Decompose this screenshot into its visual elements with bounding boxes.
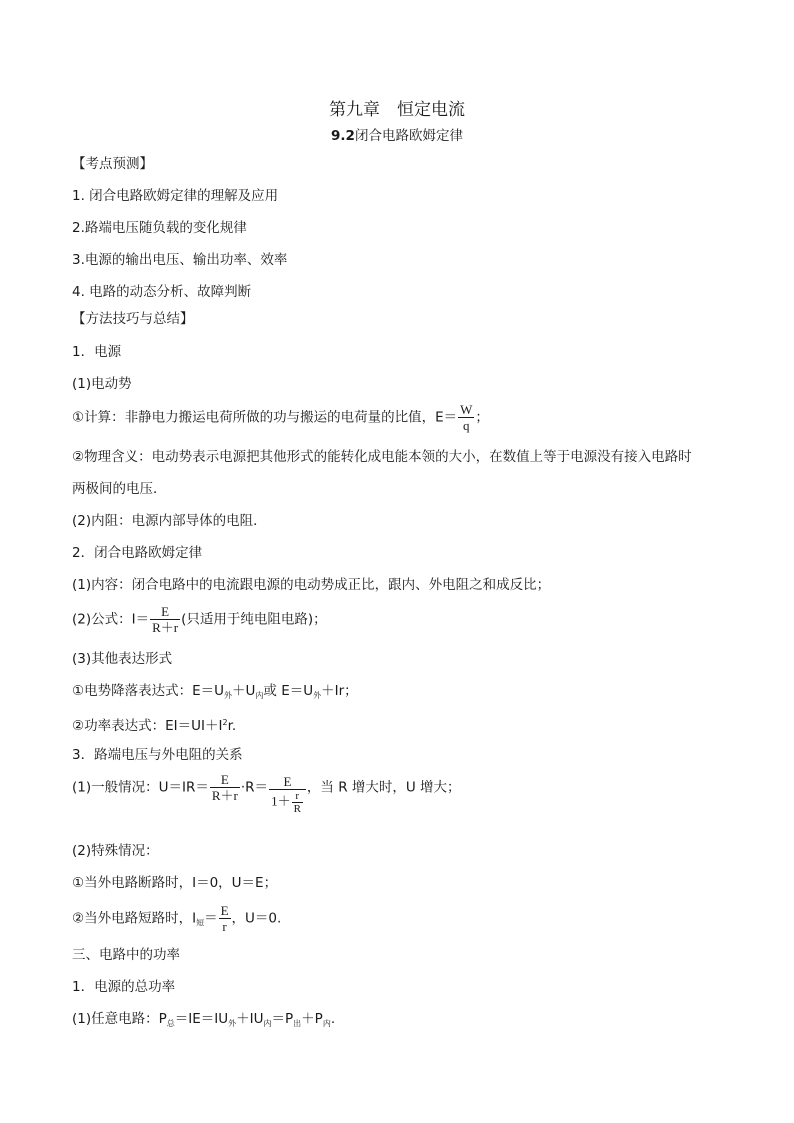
short-text: ＝ <box>204 910 218 927</box>
short-circuit-line <box>72 903 281 934</box>
section-title <box>0 124 794 144</box>
other-forms-title: (3)其他表达形式 <box>72 651 173 667</box>
fraction-numerator: r <box>292 790 303 803</box>
exam-point-item: 3.电源的输出电压、输出功率、效率 <box>72 252 288 268</box>
formula-suffix: (只适用于纯电阻电路)； <box>181 611 327 628</box>
ohm-law-title: 2．闭合电路欧姆定律 <box>72 545 203 561</box>
general-text: (1)一般情况：U＝IR＝ <box>72 779 209 796</box>
subscript: 内 <box>263 1019 272 1028</box>
potential-drop-line <box>72 682 358 705</box>
exam-point-item: 4. 电路的动态分析、故障判断 <box>72 284 252 300</box>
formula-prefix: (2)公式：I＝ <box>72 611 150 628</box>
fraction-numerator: E <box>150 604 180 620</box>
internal-resistance: (2)内阻：电源内部导体的电阻． <box>72 513 267 529</box>
subscript: 外 <box>313 691 322 700</box>
fraction-denominator: r <box>222 919 227 934</box>
terminal-voltage-title: 3．路端电压与外电阻的关系 <box>72 747 243 763</box>
subscript: 外 <box>228 1019 237 1028</box>
drop-text: ＋U <box>232 683 256 699</box>
drop-text: ＋Ir； <box>321 683 358 699</box>
emf-meaning-line1: ②物理含义：电动势表示电源把其他形式的能转化成电能本领的大小，在数值上等于电源没有接入电路时 <box>72 449 692 465</box>
exam-point-item: 1. 闭合电路欧姆定律的理解及应用 <box>72 188 279 204</box>
emf-fraction <box>458 402 474 433</box>
fraction-numerator: E <box>220 903 229 918</box>
subscript: 内 <box>255 691 264 700</box>
fraction-numerator: E <box>269 774 306 790</box>
power-text: ②功率表达式：EI＝UI＋I <box>72 718 223 734</box>
ohm-law-formula-line <box>72 604 327 635</box>
emf-meaning-line2: 两极间的电压． <box>72 481 167 497</box>
voltage-fraction-2 <box>269 774 306 815</box>
section-title-text: 闭合电路欧姆定律 <box>354 128 463 144</box>
exam-points-heading: 【考点预测】 <box>72 156 153 172</box>
emf-title: (1)电动势 <box>72 376 132 392</box>
fraction-numerator: E <box>210 772 240 788</box>
section-number: 9.2 <box>331 128 355 144</box>
short-text: ②当外电路短路时，I <box>72 910 197 927</box>
power-text: r. <box>227 718 237 734</box>
fraction-denominator: R＋r <box>152 620 179 635</box>
power-text: ＋P <box>301 1011 323 1027</box>
short-fraction <box>219 903 231 934</box>
general-case-line <box>72 772 461 815</box>
power-text: ＋IU <box>236 1011 264 1027</box>
open-circuit-line: ①当外电路断路时，I＝0，U＝E； <box>72 875 278 891</box>
emf-calc-text: ①计算：非静电力搬运电荷所做的功与搬运的电荷量的比值，E＝ <box>72 409 458 426</box>
fraction-denominator: q <box>463 418 470 433</box>
exam-point-item: 2.路端电压随负载的变化规律 <box>72 220 247 236</box>
fraction-denominator: R <box>293 803 301 816</box>
drop-text: ①电势降落表达式：E＝U <box>72 683 225 699</box>
fraction-numerator: W <box>460 402 473 417</box>
fraction-denominator: R＋r <box>211 788 238 803</box>
superscript: 2 <box>222 718 228 727</box>
total-power-title: 1．电源的总功率 <box>72 979 176 995</box>
general-text: ，当 R 增大时，U 增大； <box>306 779 461 796</box>
any-circuit-line <box>72 1010 335 1033</box>
subscript: 外 <box>224 691 233 700</box>
power-text: ＝IE＝IU <box>174 1011 229 1027</box>
denominator-text: 1＋ <box>271 793 291 809</box>
short-text: ，U＝0. <box>231 910 282 927</box>
power-text: (1)任意电路：P <box>72 1011 167 1027</box>
power-text: ＝P <box>271 1011 294 1027</box>
general-text: ·R＝ <box>240 779 269 796</box>
emf-calc-line <box>72 402 489 433</box>
power-source-title: 1．电源 <box>72 344 122 360</box>
subscript: 总 <box>166 1019 175 1028</box>
ohm-law-content: (1)内容：闭合电路中的电流跟电源的电动势成正比，跟内、外电阻之和成反比； <box>72 577 551 593</box>
subscript: 出 <box>293 1019 302 1028</box>
ohm-fraction <box>150 604 180 635</box>
power-text: . <box>330 1011 336 1027</box>
fraction-denominator <box>269 790 306 815</box>
emf-calc-suffix: ； <box>475 409 489 426</box>
subscript: 内 <box>322 1019 331 1028</box>
drop-text: 或 E＝U <box>263 683 314 699</box>
circuit-power-heading: 三、电路中的功率 <box>72 947 180 963</box>
special-case-title: (2)特殊情况： <box>72 843 159 859</box>
voltage-fraction-1 <box>210 772 240 803</box>
nested-fraction <box>292 790 303 815</box>
subscript: 短 <box>196 918 205 928</box>
methods-heading: 【方法技巧与总结】 <box>72 311 194 327</box>
power-expression-line <box>72 714 236 735</box>
chapter-title: 第九章 恒定电流 <box>329 100 465 120</box>
